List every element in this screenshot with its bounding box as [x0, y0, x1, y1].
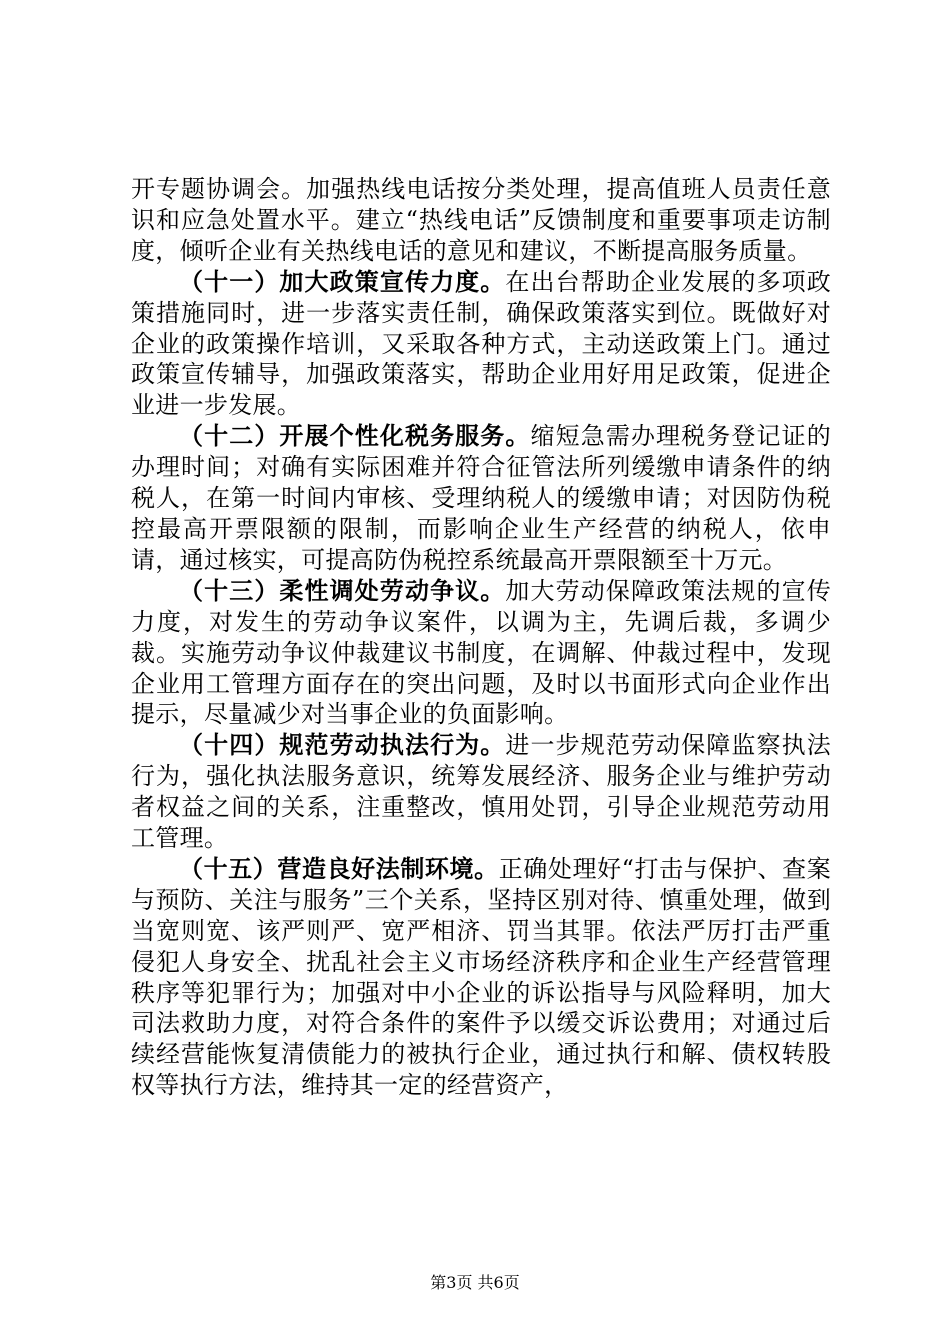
paragraph-section-14 [131, 730, 831, 854]
paragraph-section-11 [131, 267, 831, 422]
page-number-footer: 第3页 共6页 [430, 1273, 520, 1292]
paragraph-body: 开专题协调会。加强热线电话按分类处理，提高值班人员责任意识和应急处置水平。建立“热线电话”反馈制度和重要事项走访制度，倾听企业有关热线电话的意见和建议，不断提高服务质量。 [131, 175, 831, 265]
paragraph-body: 在出台帮助企业发展的多项政策措施同时，进一步落实责任制，确保政策落实到位。既做好对企业的政策操作培训，又采取各种方式，主动送政策上门。通过政策宣传辅导，加强政策落实，帮助企业用好用足政策，促进企业进一步发展。 [131, 267, 831, 420]
paragraph-body: 缩短急需办理税务登记证的办理时间；对确有实际困难并符合征管法所列缓缴申请条件的纳税人，在第一时间内审核、受理纳税人的缓缴申请；对因防伪税控最高开票限额的限制，而影响企业生产经营的纳税人，依申请，通过核实，可提高防伪税控系统最高开票限额至十万元。 [131, 422, 831, 574]
paragraph-body: 正确处理好“打击与保护、查案与预防、关注与服务”三个关系，坚持区别对待、慎重处理，做到当宽则宽、该严则严、宽严相济、罚当其罪。依法严厉打击严重侵犯人身安全、扰乱社会主义市场经济秩序和企业生产经营管理秩序等犯罪行为；加强对中小企业的诉讼指导与风险释明，加大司法救助力度，对符合条件的案件予以缓交诉讼费用；对通过后续经营能恢复清债能力的被执行企业，通过执行和解、债权转股权等执行方法，维持其一定的经营资产， [131, 854, 831, 1100]
section-heading: （十二）开展个性化税务服务。 [179, 422, 531, 451]
section-heading: （十五）营造良好法制环境。 [179, 854, 499, 883]
paragraph-body: 进一步规范劳动保障监察执法行为，强化执法服务意识，统筹发展经济、服务企业与维护劳动者权益之间的关系，注重整改，慎用处罚，引导企业规范劳动用工管理。 [131, 731, 831, 853]
section-heading: （十一）加大政策宣传力度。 [179, 267, 506, 296]
paragraph-section-13 [131, 576, 831, 731]
section-heading: （十三）柔性调处劳动争议。 [179, 576, 506, 605]
document-body [131, 174, 831, 1101]
paragraph-section-12 [131, 421, 831, 576]
section-heading: （十四）规范劳动执法行为。 [179, 731, 506, 760]
paragraph-section-15 [131, 854, 831, 1101]
paragraph-continuation [131, 174, 831, 267]
paragraph-body: 加大劳动保障政策法规的宣传力度，对发生的劳动争议案件，以调为主，先调后裁，多调少裁。实施劳动争议仲裁建议书制度，在调解、仲裁过程中，发现企业用工管理方面存在的突出问题，及时以书面形式向企业作出提示，尽量减少对当事企业的负面影响。 [131, 576, 831, 729]
